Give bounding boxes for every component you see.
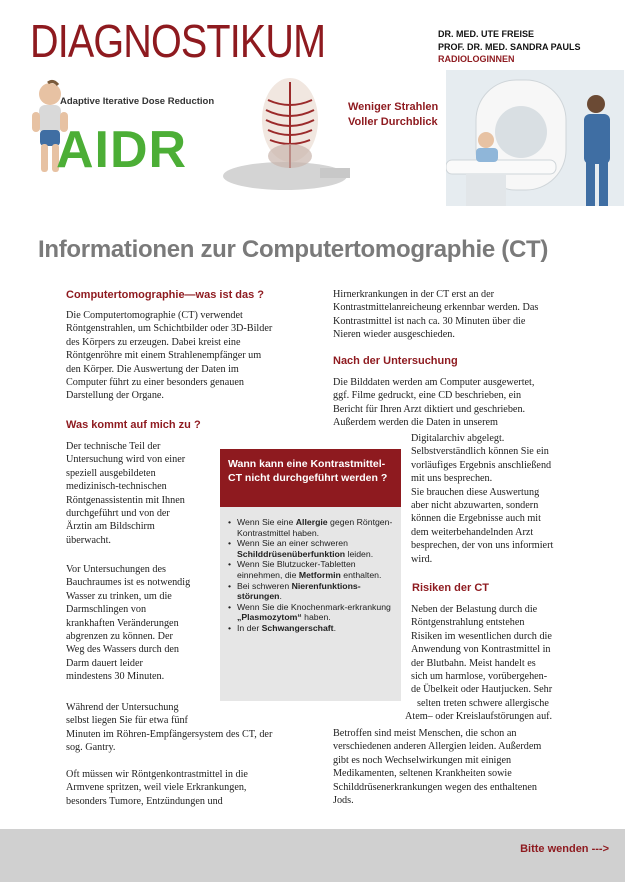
text-line: Schilddrüsenerkrankungen wegen des enthaltenen [333, 781, 537, 793]
text-line: Untersuchung wird von einer [66, 454, 186, 466]
ct-scanner-photo [446, 70, 624, 206]
text-line: Neben der Belastung durch die [411, 604, 538, 615]
item-bold: Metformin [298, 569, 341, 580]
text-line: Röntgenröhre mit einem Strahlenempfänger um [66, 350, 262, 362]
item-text: Wenn Sie eine [237, 517, 296, 527]
doctor-names [438, 28, 581, 66]
item-text: enthalten. [340, 569, 382, 580]
text-line: sog. Gantry. [66, 742, 116, 754]
text-line: Außerdem werden die Daten in unserem [333, 417, 498, 429]
text-line: Die Computertomographie (CT) verwendet [66, 310, 243, 321]
item-bold: Schwangerschaft [261, 622, 334, 633]
text-line: durchgeführt und von der [66, 508, 170, 520]
item-text: In der [237, 622, 262, 633]
text-line: selten treten schwere allergische [417, 697, 549, 709]
text-line: Anwendung von Kontrastmittel in [411, 644, 551, 656]
aidr-tagline: Adaptive Iterative Dose Reduction [60, 96, 215, 107]
text-line: der Blutbahn. Meist handelt es [411, 657, 536, 669]
text-line: Ärztin am Bildschirm [66, 521, 155, 533]
text-line: Darmschlingen von [66, 604, 147, 616]
text-line: Röntgenstrahlung entstehen [411, 617, 525, 629]
text-line: selbst liegen Sie für etwa fünf [66, 715, 188, 727]
skeleton-caption-line1: Weniger Strahlen [348, 101, 439, 113]
text-line: Röntgenassistentin mit Ihnen [66, 494, 185, 506]
page-title: Informationen zur Computertomographie (CT) [38, 236, 549, 263]
text-line: medizinisch-technischen [66, 481, 167, 493]
item-text: Bei schweren [237, 580, 292, 591]
item-bold: Nierenfunktions-störungen [237, 580, 361, 602]
ct-skeleton-illustration [220, 72, 460, 204]
text-line: Wasser zu trinken, um die [66, 590, 172, 602]
text-line: Röntgenstrahlen, um Schichtbilder oder 3D-Bilder [66, 323, 273, 335]
text-line: Während der Untersuchung [66, 702, 179, 713]
item-text: haben. [301, 612, 331, 623]
text-line: gibt es noch Wechselwirkungen mit einigen [333, 754, 512, 766]
text-line: verschiedenen anderen Allergien leiden. Außerdem [333, 741, 542, 753]
text-line: Hirnerkrankungen in der CT erst an der [333, 289, 495, 300]
list-item [228, 602, 393, 623]
list-item [228, 559, 393, 580]
brand-logo: DIAGNOSTIKUM [30, 15, 326, 67]
text-line: überwacht. [66, 534, 111, 546]
text-after-b [411, 432, 611, 566]
heading-what-is: Computertomographie—was ist das ? [66, 289, 265, 301]
text-line: Bericht für Ihren Arzt diktiert und geschrieben. [333, 403, 526, 415]
text-line: Medikamenten, seltenen Krankheiten sowie [333, 768, 512, 780]
text-line: Atem– oder Kreislaufstörungen auf. [405, 711, 553, 723]
text-risks-b [333, 727, 613, 807]
text-line: Kontrastmittel ist nach ca. 30 Minuten über die [333, 315, 526, 327]
list-item [228, 581, 393, 602]
item-text: . [279, 591, 282, 602]
text-line: Risiken im wesentlichen durch die [411, 630, 552, 642]
footer-bar [0, 829, 625, 882]
text-line: Die Bilddaten werden am Computer ausgewertet, [333, 377, 535, 388]
list-item [228, 517, 393, 538]
text-line: dem weiterbehandelnden Arzt [411, 526, 534, 538]
text-line: Der technische Teil der [66, 441, 161, 452]
item-text: Wenn Sie an einer schweren [237, 538, 348, 549]
item-text: leiden. [345, 548, 374, 559]
text-line: krankhaften Veränderungen [66, 617, 179, 629]
text-line: ggf. Filme gedruckt, eine CD beschrieben, ein [333, 390, 522, 402]
text-line: Darstellung der Organe. [66, 390, 164, 402]
text-line: sich um harmlose, vorübergehen- [411, 671, 548, 683]
text-after-a [333, 376, 603, 430]
text-line: mit uns besprechen. [411, 473, 493, 485]
heading-what-comes: Was kommt auf mich zu ? [66, 419, 201, 431]
text-line: Vor Untersuchungen des [66, 564, 166, 575]
doctor-name-2: PROF. DR. MED. SANDRA PAULS [438, 41, 581, 52]
photo-banner [28, 70, 624, 206]
text-line: des Körpers zu erzeugen. Dabei kreist eine [66, 336, 241, 348]
text-line: besprechen, der von uns informiert [411, 540, 554, 552]
item-text: gegen Röntgen-Kontrastmittel haben. [237, 517, 393, 538]
item-text: Wenn Sie die Knochenmark-erkrankung [237, 601, 391, 612]
text-line: Darm dauert leider [66, 657, 143, 669]
text-line: Oft müssen wir Röntgenkontrastmittel in die [66, 769, 248, 780]
item-bold: Allergie [295, 517, 328, 527]
item-bold: „Plasmozytom“ [237, 612, 302, 623]
turn-page-link[interactable]: Bitte wenden ---> [520, 843, 609, 855]
text-line: den Körper. Die Auswertung der Daten im [66, 363, 239, 375]
text-line: Jods. [333, 795, 354, 807]
text-line: aber nicht abzuwarten, sondern [411, 500, 539, 512]
text-line: Sie brauchen diese Auswertung [411, 486, 540, 498]
contraindications-heading: Wann kann eine Kontrastmittel-CT nicht durchgeführt werden ? [220, 449, 401, 507]
text-col2-top [333, 288, 603, 342]
text-line: Armvene spritzen, weil viele Erkrankungen, [66, 782, 247, 794]
ct-scanner-illustration [446, 70, 624, 206]
text-what-comes-c2 [66, 728, 326, 755]
aidr-logo: AIDR [56, 121, 188, 179]
text-line: mindestens 30 Minuten. [66, 671, 165, 683]
contraindications-box [220, 449, 401, 701]
text-line: de Übelkeit oder Hautjucken. Sehr [411, 684, 553, 696]
text-line: Digitalarchiv abgelegt. [411, 433, 505, 444]
text-line: Selbstverständlich können Sie ein [411, 446, 549, 458]
skeleton-caption [348, 100, 438, 130]
text-line: wird. [411, 553, 433, 565]
heading-risks: Risiken der CT [412, 582, 490, 594]
text-line: können die Ergebnisse auch mit [411, 513, 541, 525]
text-line: Betroffen sind meist Menschen, die schon an [333, 728, 517, 739]
text-line: Nieren wieder ausgeschieden. [333, 329, 455, 341]
doctor-name-1: DR. MED. UTE FREISE [438, 29, 535, 39]
text-line: abgrenzen zu können. Der [66, 631, 173, 643]
text-line: vorläufiges Ergebnis anschließend [411, 459, 552, 471]
list-item [228, 538, 393, 559]
text-line: Weg des Wassers durch den [66, 644, 180, 656]
text-what-comes-c1 [66, 701, 216, 728]
text-line: Kontrastmittelanreicheung erkennbar werden. Das [333, 302, 539, 314]
skeleton-caption-line2: Voller Durchblick [348, 116, 438, 128]
text-risks-a [405, 603, 611, 724]
doctor-role: RADIOLOGINNEN [438, 54, 515, 64]
text-line: besonders Tumore, Entzündungen und [66, 795, 223, 807]
text-line: Minuten im Röhren-Empfängersystem des CT, der [66, 729, 273, 740]
text-what-is [66, 309, 306, 403]
contraindications-list [220, 507, 401, 634]
item-text: Wenn Sie Blutzucker-Tabletten einnehmen, die [237, 559, 356, 580]
text-line: speziell ausgebildeten [66, 467, 156, 479]
text-line: Bauchraumes ist es notwendig [66, 577, 191, 589]
list-item [228, 623, 393, 634]
heading-after: Nach der Untersuchung [333, 355, 458, 367]
text-line: Computer führt zu einer besonders genauen [66, 377, 244, 389]
skeleton-panel [220, 72, 460, 204]
text-what-comes-b [66, 563, 216, 684]
item-text: . [333, 622, 336, 633]
text-what-comes-d [66, 768, 316, 808]
item-bold: Schilddrüsenüberfunktion [237, 548, 346, 559]
text-what-comes-a [66, 440, 216, 547]
aidr-panel [28, 74, 216, 200]
